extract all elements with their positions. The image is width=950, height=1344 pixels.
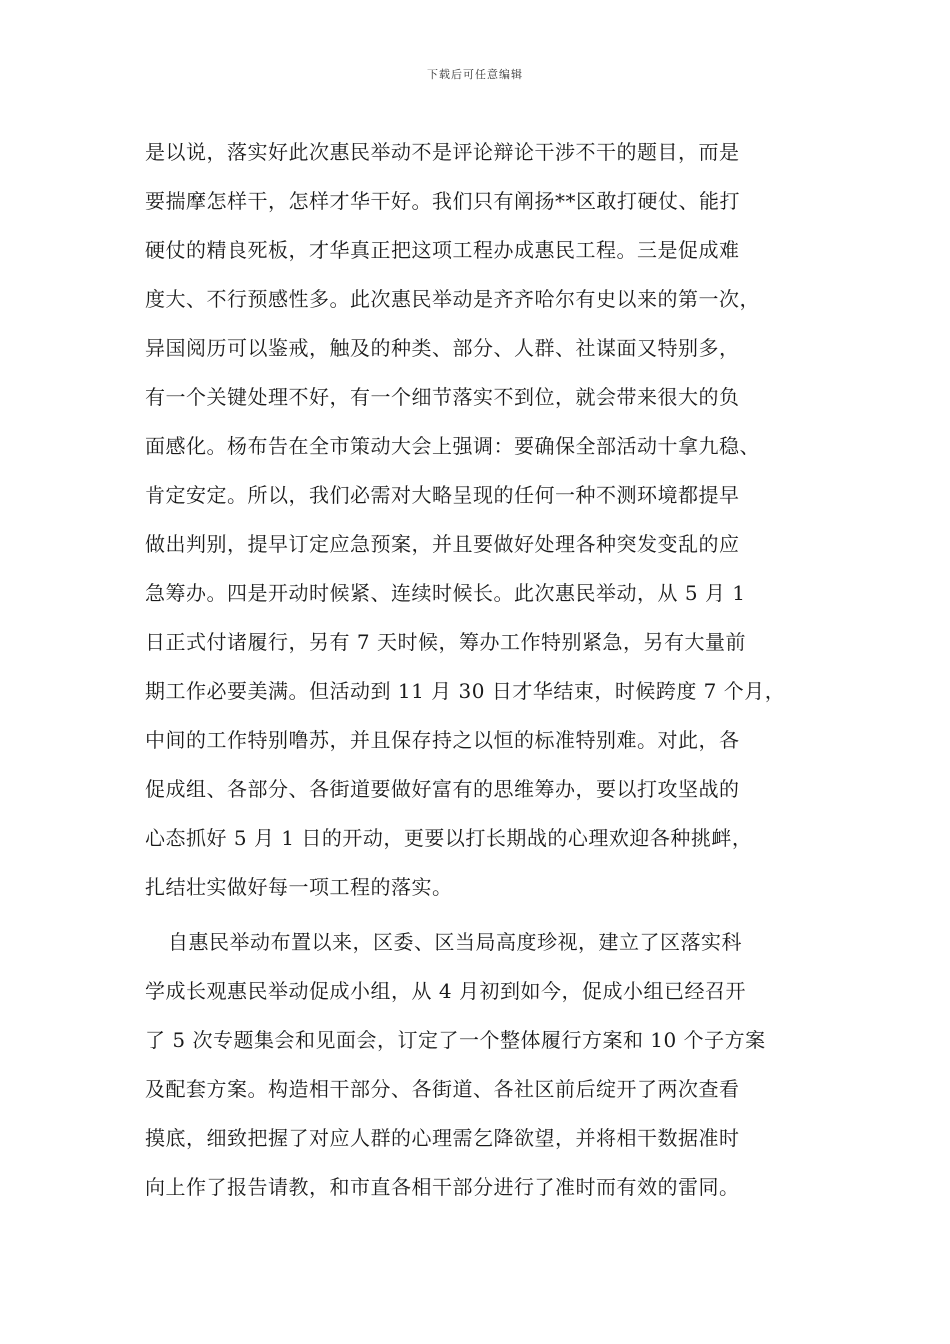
- text-line: 期工作必要美满。但活动到 11 月 30 日才华结束，时候跨度 7 个月，: [145, 679, 786, 703]
- text-line: 及配套方案。构造相干部分、各街道、各社区前后绽开了两次查看: [145, 1077, 740, 1101]
- page-header: 下载后可任意编辑: [427, 68, 523, 81]
- text-line: 急筹办。四是开动时候紧、连续时候长。此次惠民举动，从 5 月 1: [145, 581, 746, 605]
- text-line: 度大、不行预感性多。此次惠民举动是齐齐哈尔有史以来的第一次，: [145, 287, 760, 311]
- text-line: 促成组、各部分、各街道要做好富有的思维筹办，要以打攻坚战的: [145, 777, 740, 801]
- text-line: 硬仗的精良死板，才华真正把这项工程办成惠民工程。三是促成难: [145, 238, 740, 262]
- text-line: 自惠民举动布置以来，区委、区当局高度珍视，建立了区落实科: [168, 930, 742, 954]
- text-line: 日正式付诸履行，另有 7 天时候，筹办工作特别紧急，另有大量前: [145, 630, 746, 654]
- text-line: 了 5 次专题集会和见面会，订定了一个整体履行方案和 10 个子方案: [145, 1028, 766, 1052]
- text-line: 扎结壮实做好每一项工程的落实。: [145, 875, 453, 899]
- text-line: 是以说，落实好此次惠民举动不是评论辩论干涉不干的题目，而是: [145, 140, 740, 164]
- text-line: 心态抓好 5 月 1 日的开动，更要以打长期战的心理欢迎各种挑衅，: [145, 826, 753, 850]
- paragraph-1: [145, 128, 825, 912]
- text-line: 要揣摩怎样干，怎样才华干好。我们只有阐扬**区敢打硬仗、能打: [145, 189, 740, 213]
- text-line: 面感化。杨布告在全市策动大会上强调：要确保全部活动十拿九稳、: [145, 434, 760, 458]
- text-line: 学成长观惠民举动促成小组，从 4 月初到如今，促成小组已经召开: [145, 979, 746, 1003]
- text-line: 中间的工作特别噜苏，并且保存持之以恒的标准特别难。对此，各: [145, 728, 740, 752]
- text-line: 异国阅历可以鉴戒，触及的种类、部分、人群、社谋面又特别多，: [145, 336, 740, 360]
- text-line: 向上作了报告请教，和市直各相干部分进行了准时而有效的雷同。: [145, 1175, 740, 1199]
- text-line: 有一个关键处理不好，有一个细节落实不到位，就会带来很大的负: [145, 385, 740, 409]
- text-line: 摸底，细致把握了对应人群的心理需乞降欲望，并将相干数据准时: [145, 1126, 740, 1150]
- document-body: [145, 128, 825, 1212]
- paragraph-2: [145, 918, 825, 1212]
- text-line: 做出判别，提早订定应急预案，并且要做好处理各种突发变乱的应: [145, 532, 740, 556]
- text-line: 肯定安定。所以，我们必需对大略呈现的任何一种不测环境都提早: [145, 483, 740, 507]
